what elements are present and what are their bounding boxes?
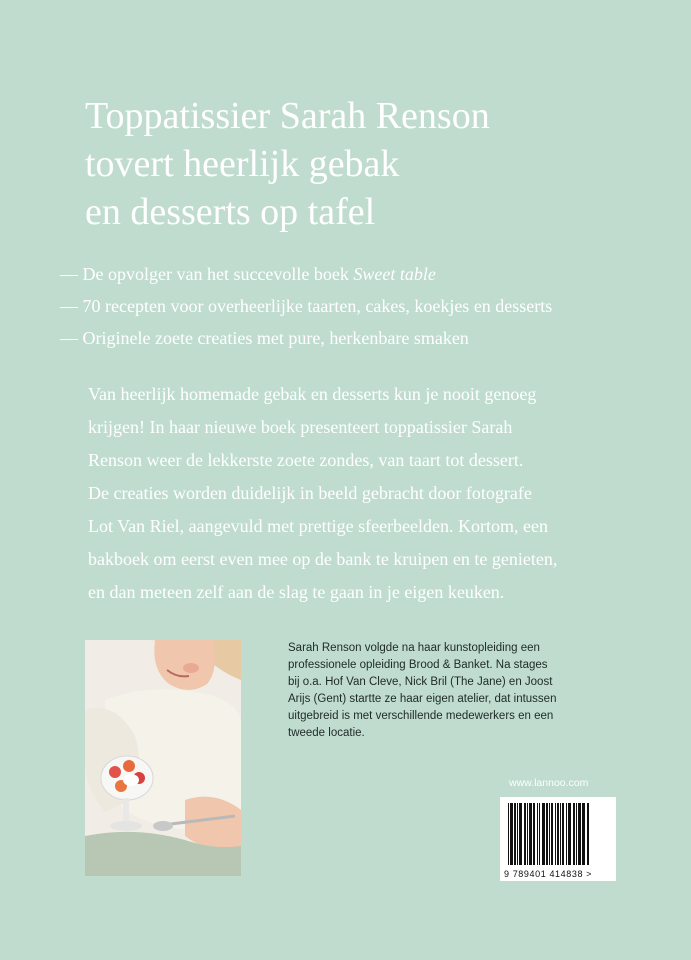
bio-line: tweede locatie. — [288, 727, 365, 739]
author-photo — [85, 640, 241, 876]
description — [88, 378, 658, 609]
book-title: Sweet table — [353, 264, 436, 284]
description-line: en dan meteen zelf aan de slag te gaan in je eigen keuken. — [88, 582, 505, 602]
bullet-item: — 70 recepten voor overheerlijke taarten, cakes, koekjes en desserts — [60, 296, 553, 316]
author-photo-illustration — [85, 640, 241, 876]
headline-line: tovert heerlijk gebak — [85, 143, 400, 185]
headline-line: Toppatissier Sarah Renson — [85, 95, 490, 137]
description-line: bakboek om eerst even mee op de bank te kruipen en te genieten, — [88, 549, 558, 569]
author-bio — [288, 640, 618, 742]
bio-line: professionele opleiding Brood & Banket. Na stages — [288, 659, 548, 671]
bio-line: Arijs (Gent) startte ze haar eigen atelier, dat intussen — [288, 693, 557, 705]
description-line: Lot Van Riel, aangevuld met prettige sfeerbeelden. Kortom, een — [88, 516, 549, 536]
isbn-number: 9 789401 414838 > — [504, 869, 593, 879]
bullet-item: — De opvolger van het succevolle boek Sweet table — [60, 264, 436, 284]
description-line: Renson weer de lekkerste zoete zondes, van taart tot dessert. — [88, 450, 524, 470]
description-line: Van heerlijk homemade gebak en desserts kun je nooit genoeg — [88, 384, 537, 404]
isbn-barcode — [500, 797, 616, 881]
headline-line: en desserts op tafel — [85, 191, 376, 233]
publisher-website: www.lannoo.com — [509, 777, 589, 789]
description-line: krijgen! In haar nieuwe boek presenteert toppatissier Sarah — [88, 417, 513, 437]
headline — [85, 92, 645, 236]
bio-line: Sarah Renson volgde na haar kunstopleiding een — [288, 642, 540, 654]
bio-line: bij o.a. Hof Van Cleve, Nick Bril (The Jane) en Joost — [288, 676, 553, 688]
bio-line: uitgebreid is met verschillende medewerkers en een — [288, 710, 554, 722]
barcode-bars — [506, 803, 610, 865]
description-line: De creaties worden duidelijk in beeld gebracht door fotografe — [88, 483, 532, 503]
bullet-item: — Originele zoete creaties met pure, herkenbare smaken — [60, 328, 469, 348]
bullet-list — [60, 258, 660, 354]
